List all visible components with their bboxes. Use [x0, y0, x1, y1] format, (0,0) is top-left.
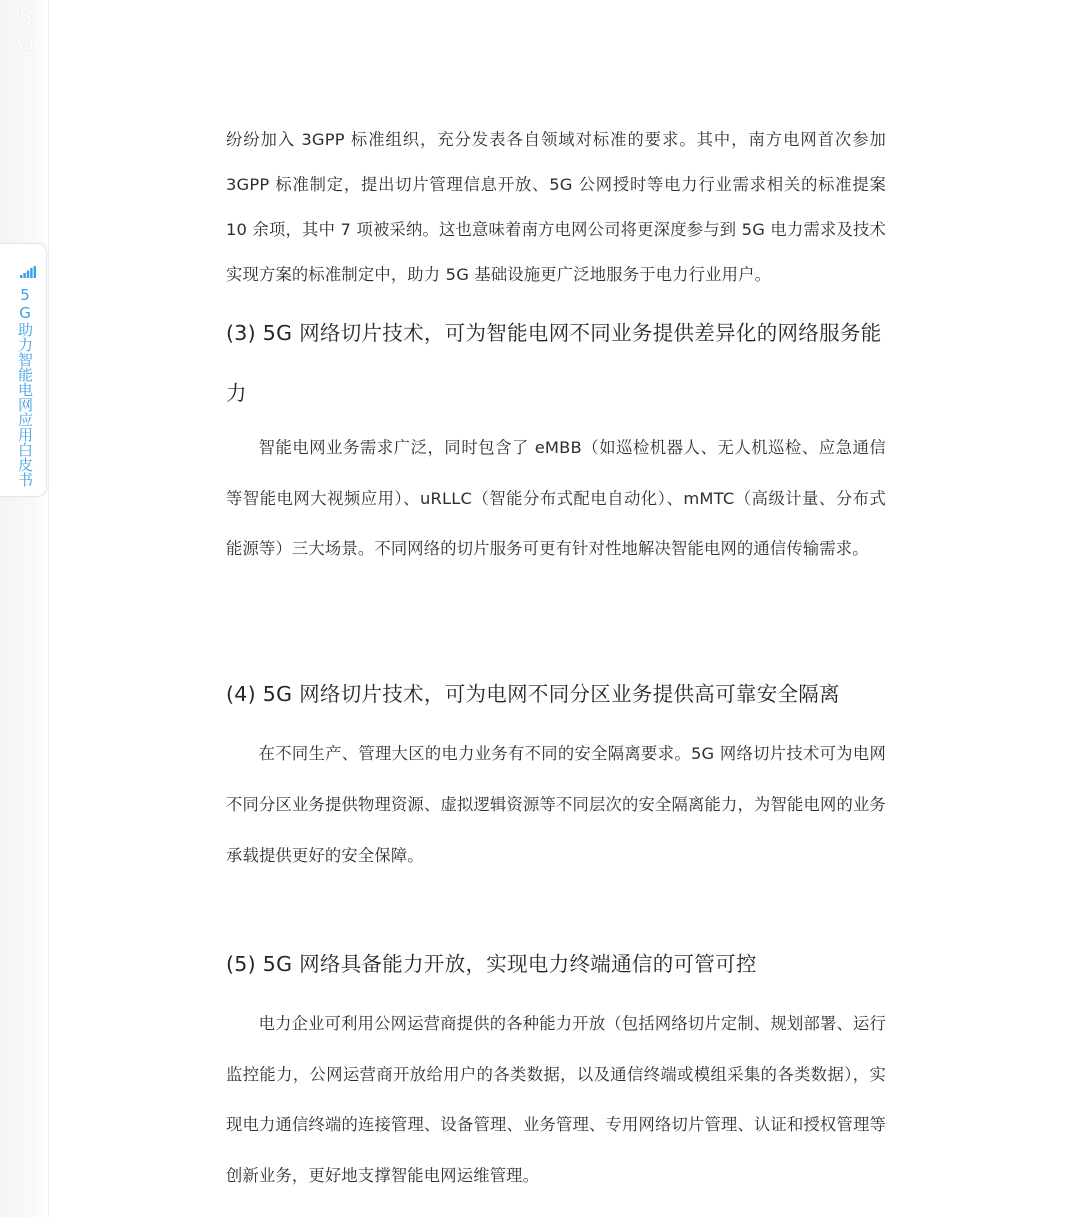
signal-bars-icon	[20, 266, 36, 278]
paragraph-section-4: 在不同生产、管理大区的电力业务有不同的安全隔离要求。5G 网络切片技术可为电网不同分区业务提供物理资源、虚拟逻辑资源等不同层次的安全隔离能力，为智能电网的业务承载提供更好的安全保障。	[226, 744, 886, 865]
left-margin-strip	[0, 0, 49, 1217]
chapter-side-label: 5G助力智能电网应用白皮书	[16, 286, 34, 487]
paragraph-section-5: 电力企业可利用公网运营商提供的各种能力开放（包括网络切片定制、规划部署、运行监控能力，公网运营商开放给用户的各类数据，以及通信终端或模组采集的各类数据），实现电力通信终端的连接管理、设备管理、业务管理、专用网络切片管理、认证和授权管理等创新业务，更好地支撑智能电网运维管理。	[226, 1014, 886, 1185]
section-heading-3: (3) 5G 网络切片技术，可为智能电网不同业务提供差异化的网络服务能力	[226, 321, 882, 405]
section-heading-4: (4) 5G 网络切片技术，可为电网不同分区业务提供高可靠安全隔离	[226, 682, 840, 706]
chapter-side-tab	[0, 243, 47, 497]
watermark-5g: 5G	[13, 6, 38, 56]
paragraph-section-3: 智能电网业务需求广泛，同时包含了 eMBB（如巡检机器人、无人机巡检、应急通信等智能电网大视频应用）、uRLLC（智能分布式配电自动化）、mMTC（高级计量、分布式能源等）三大场景。不同网络的切片服务可更有针对性地解决智能电网的通信传输需求。	[226, 438, 886, 558]
paragraph-intro: 纷纷加入 3GPP 标准组织，充分发表各自领域对标准的要求。其中，南方电网首次参加 3GPP 标准制定，提出切片管理信息开放、5G 公网授时等电力行业需求相关的标准提案 10 余项，其中 7 项被采纳。这也意味着南方电网公司将更深度参与到 5G 电力需求及技术实现方案的标准制定中，助力 5G 基础设施更广泛地服务于电力行业用户。	[226, 130, 886, 284]
section-heading-5: (5) 5G 网络具备能力开放，实现电力终端通信的可管可控	[226, 952, 757, 976]
